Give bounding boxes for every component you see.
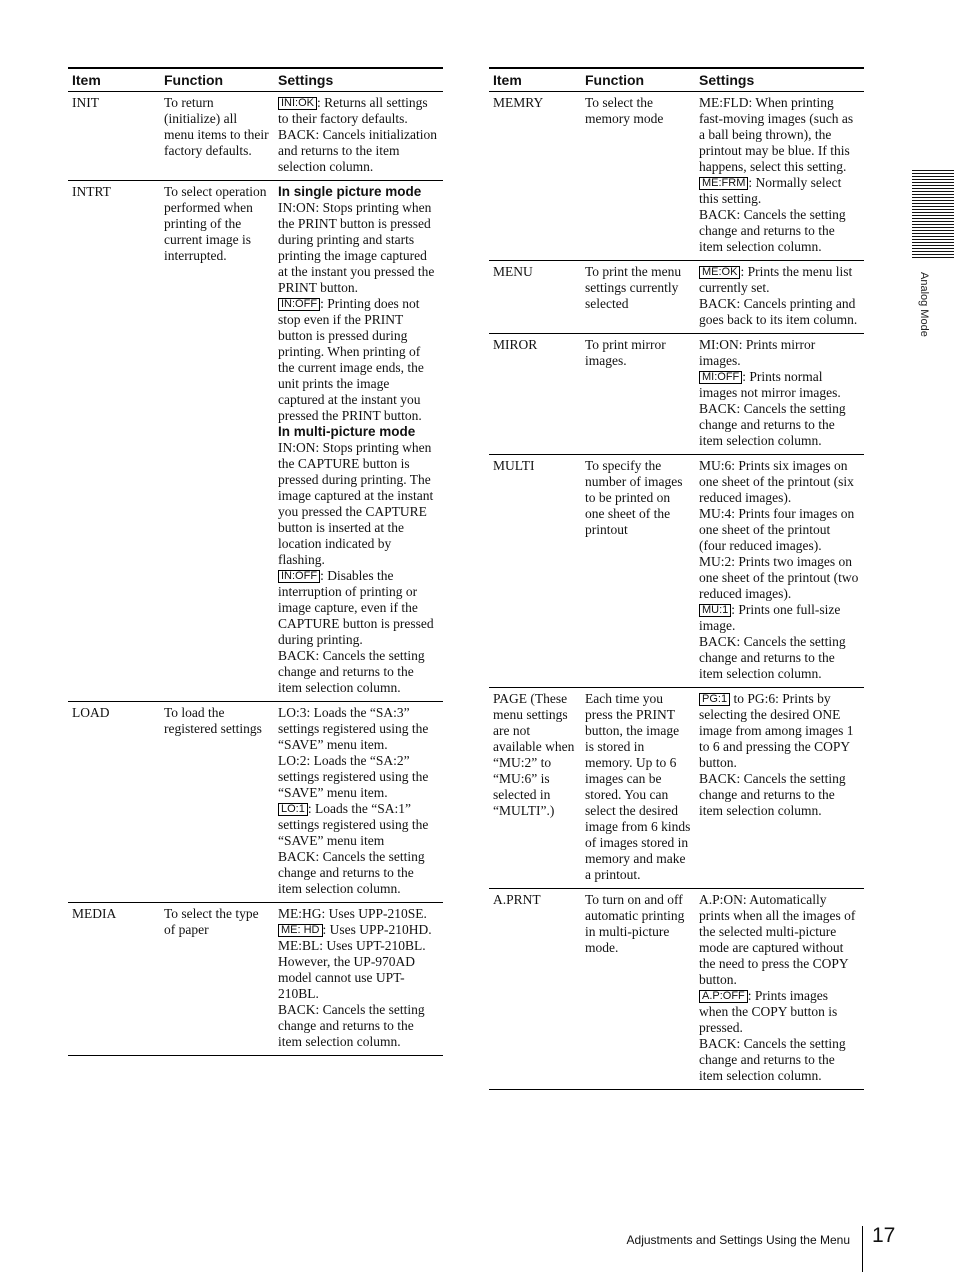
settings-cell <box>695 455 864 688</box>
header-settings: Settings <box>274 68 443 92</box>
table-header-row <box>489 68 864 92</box>
setting-description: MU:4: Prints four images on one sheet of the printout (four reduced images). <box>699 506 855 553</box>
settings-subheading: In single picture mode <box>278 184 422 199</box>
setting-description: : Returns all settings to their factory defaults. <box>278 95 428 126</box>
setting-description: BACK: Cancels initialization and returns to the item selection column. <box>278 127 437 174</box>
settings-subheading: In multi-picture mode <box>278 424 416 439</box>
setting-line <box>278 95 439 127</box>
setting-line <box>278 849 439 897</box>
setting-value-box: PG:1 <box>699 693 730 706</box>
table-row <box>489 261 864 334</box>
item-cell: MENU <box>489 261 581 334</box>
setting-description: BACK: Cancels the setting change and returns to the item selection column. <box>278 1002 425 1049</box>
setting-value-box: MI:OFF <box>699 371 742 384</box>
function-cell: To print mirror images. <box>581 334 695 455</box>
chapter-tab-label: Analog Mode <box>918 272 930 337</box>
table-row <box>68 92 443 181</box>
setting-line <box>699 634 860 682</box>
item-cell: MEMRY <box>489 92 581 261</box>
item-cell: LOAD <box>68 702 160 903</box>
function-cell: To turn on and off automatic printing in multi-picture mode. <box>581 889 695 1090</box>
header-settings: Settings <box>695 68 864 92</box>
settings-cell <box>695 92 864 261</box>
setting-line <box>699 296 860 328</box>
item-cell: INTRT <box>68 181 160 702</box>
function-cell: To select operation performed when printing of the current image is interrupted. <box>160 181 274 702</box>
setting-value-box: A.P:OFF <box>699 990 748 1003</box>
setting-line <box>699 95 860 175</box>
setting-description: : Prints images when the COPY button is pressed. <box>699 988 838 1035</box>
setting-line <box>278 648 439 696</box>
setting-line <box>278 127 439 175</box>
table-row <box>68 903 443 1056</box>
setting-description: : Normally select this setting. <box>699 175 842 206</box>
setting-description: MI:ON: Prints mirror images. <box>699 337 816 368</box>
right-settings-table <box>489 67 864 1090</box>
setting-description: MU:2: Prints two images on one sheet of the printout (two reduced images). <box>699 554 859 601</box>
function-cell: To return (initialize) all menu items to their factory defaults. <box>160 92 274 181</box>
settings-cell <box>274 903 443 1056</box>
setting-description: BACK: Cancels the setting change and returns to the item selection column. <box>699 1036 846 1083</box>
function-cell: To print the menu settings currently selected <box>581 261 695 334</box>
header-item: Item <box>68 68 160 92</box>
item-cell: A.PRNT <box>489 889 581 1090</box>
left-table-body <box>68 92 443 1056</box>
item-cell: INIT <box>68 92 160 181</box>
setting-description: ME:HG: Uses UPP-210SE. <box>278 906 427 921</box>
setting-description: : Uses UPP-210HD. <box>322 922 432 937</box>
setting-line <box>699 771 860 819</box>
setting-value-box: ME:FRM <box>699 177 748 190</box>
setting-line <box>699 602 860 634</box>
function-cell: To specify the number of images to be printed on one sheet of the printout <box>581 455 695 688</box>
settings-cell <box>274 181 443 702</box>
setting-value-box: IN:OFF <box>278 570 320 583</box>
setting-line <box>278 753 439 801</box>
right-table-body <box>489 92 864 1090</box>
setting-line <box>699 337 860 369</box>
header-function: Function <box>160 68 274 92</box>
setting-description: : Prints normal images not mirror images. <box>699 369 841 400</box>
setting-line <box>699 988 860 1036</box>
setting-description: BACK: Cancels the setting change and returns to the item selection column. <box>699 207 846 254</box>
setting-description: BACK: Cancels printing and goes back to its item column. <box>699 296 858 327</box>
setting-line <box>278 705 439 753</box>
setting-line <box>278 200 439 296</box>
setting-line <box>699 401 860 449</box>
table-row <box>489 688 864 889</box>
setting-value-box: LO:1 <box>278 803 308 816</box>
setting-description: : Printing does not stop even if the PRINT button is pressed during printing. When printing of the current image ends, the unit prints the image captured at the instant you pressed the PRINT button. <box>278 296 424 423</box>
setting-description: : Loads the “SA:1” settings registered using the “SAVE” menu item <box>278 801 429 848</box>
settings-cell <box>274 702 443 903</box>
settings-cell <box>695 261 864 334</box>
settings-cell <box>695 688 864 889</box>
setting-line <box>278 296 439 424</box>
setting-line <box>699 369 860 401</box>
function-cell: To select the memory mode <box>581 92 695 261</box>
setting-line <box>278 922 439 938</box>
setting-value-box: MU:1 <box>699 604 731 617</box>
settings-cell <box>695 334 864 455</box>
item-cell: PAGE (These menu settings are not available when “MU:2” to “MU:6” is selected in “MULTI”.) <box>489 688 581 889</box>
setting-line <box>699 264 860 296</box>
setting-line <box>278 1002 439 1050</box>
setting-description: IN:ON: Stops printing when the PRINT button is pressed during printing and starts printing the image captured at the instant you pressed the PRINT button. <box>278 200 435 295</box>
function-cell: To load the registered settings <box>160 702 274 903</box>
function-cell: To select the type of paper <box>160 903 274 1056</box>
setting-line <box>699 892 860 988</box>
setting-value-box: ME:OK <box>699 266 740 279</box>
chapter-tab-stripes <box>912 170 954 258</box>
item-cell: MULTI <box>489 455 581 688</box>
table-row <box>489 455 864 688</box>
table-row <box>489 334 864 455</box>
table-row <box>68 702 443 903</box>
setting-description: BACK: Cancels the setting change and returns to the item selection column. <box>699 634 846 681</box>
setting-description: A.P:ON: Automatically prints when all the images of the selected multi-picture mode are captured without the need to press the COPY button. <box>699 892 856 987</box>
setting-description: BACK: Cancels the setting change and returns to the item selection column. <box>278 849 425 896</box>
setting-description: : Prints the menu list currently set. <box>699 264 853 295</box>
footer-section-title: Adjustments and Settings Using the Menu <box>626 1233 850 1247</box>
table-header-row <box>68 68 443 92</box>
footer-divider <box>862 1226 863 1272</box>
setting-description: BACK: Cancels the setting change and returns to the item selection column. <box>699 401 846 448</box>
setting-line <box>278 938 439 1002</box>
setting-value-box: IN:OFF <box>278 298 320 311</box>
left-settings-table <box>68 67 443 1056</box>
setting-line <box>699 691 860 771</box>
header-item: Item <box>489 68 581 92</box>
setting-line <box>278 801 439 849</box>
setting-line <box>699 207 860 255</box>
setting-value-box: INI:OK <box>278 97 317 110</box>
setting-line <box>699 458 860 506</box>
setting-line <box>699 175 860 207</box>
setting-description: IN:ON: Stops printing when the CAPTURE button is pressed during printing. The image captured at the instant you pressed the CAPTURE button is inserted at the location indicated by flashing. <box>278 440 434 567</box>
setting-description: ME:BL: Uses UPT-210BL. However, the UP-970AD model cannot use UPT-210BL. <box>278 938 426 1001</box>
setting-description: BACK: Cancels the setting change and returns to the item selection column. <box>699 771 846 818</box>
item-cell: MIROR <box>489 334 581 455</box>
settings-cell <box>695 889 864 1090</box>
header-function: Function <box>581 68 695 92</box>
table-row <box>489 889 864 1090</box>
setting-description: : Prints one full-size image. <box>699 602 841 633</box>
table-row <box>68 181 443 702</box>
page-number: 17 <box>872 1224 896 1247</box>
settings-cell <box>274 92 443 181</box>
setting-line <box>699 506 860 554</box>
setting-line <box>278 440 439 568</box>
setting-description: BACK: Cancels the setting change and returns to the item selection column. <box>278 648 425 695</box>
item-cell: MEDIA <box>68 903 160 1056</box>
setting-line <box>278 906 439 922</box>
setting-line <box>278 568 439 648</box>
setting-description: LO:3: Loads the “SA:3” settings registered using the “SAVE” menu item. <box>278 705 429 752</box>
setting-description: MU:6: Prints six images on one sheet of the printout (six reduced images). <box>699 458 854 505</box>
setting-description: LO:2: Loads the “SA:2” settings registered using the “SAVE” menu item. <box>278 753 429 800</box>
setting-value-box: ME: HD <box>278 924 323 937</box>
setting-description: to PG:6: Prints by selecting the desired ONE image from among images 1 to 6 and pressing the COPY button. <box>699 691 854 770</box>
setting-line <box>699 554 860 602</box>
table-row <box>489 92 864 261</box>
setting-description: ME:FLD: When printing fast-moving images (such as a ball being thrown), the printout may be blue. If this happens, select this setting. <box>699 95 854 174</box>
setting-description: : Disables the interruption of printing or image capture, even if the CAPTURE button is pressed during printing. <box>278 568 434 647</box>
function-cell: Each time you press the PRINT button, the image is stored in memory. Up to 6 images can be stored. You can select the desired image from 6 kinds of images stored in memory and make a printout. <box>581 688 695 889</box>
setting-line <box>699 1036 860 1084</box>
